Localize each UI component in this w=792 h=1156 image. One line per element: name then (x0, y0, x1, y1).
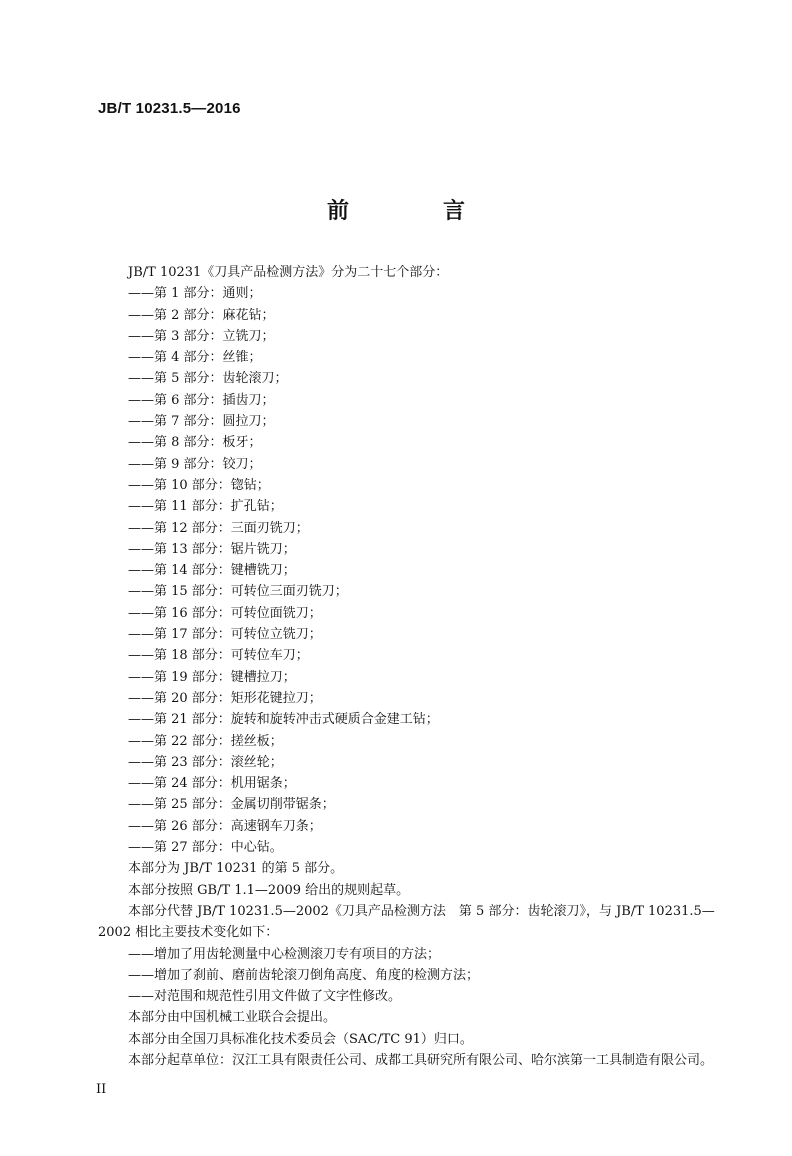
part-item: ——第 4 部分：丝锥； (128, 350, 262, 366)
page-number: II (96, 1082, 107, 1097)
part-item: ——第 17 部分：可转位立铣刀； (128, 627, 322, 643)
part-item: ——第 14 部分：键槽铣刀； (128, 563, 296, 579)
change-item: ——增加了用齿轮测量中心检测滚刀专有项目的方法； (128, 946, 441, 962)
page-title: 前 言 (326, 199, 501, 224)
part-item: ——第 21 部分：旋转和旋转冲击式硬质合金建工钻； (128, 712, 439, 728)
part-item: ——第 1 部分：通则； (128, 286, 262, 302)
committee-statement: 本部分由全国刀具标准化技术委员会（SAC/TC 91）归口。 (128, 1031, 473, 1047)
part-item: ——第 23 部分：滚丝轮； (128, 754, 283, 770)
part-item: ——第 22 部分：搓丝板； (128, 733, 283, 749)
part-item: ——第 15 部分：可转位三面刃铣刀； (128, 584, 348, 600)
part-item: ——第 27 部分：中心钻。 (128, 840, 283, 856)
part-item: ——第 7 部分：圆拉刀； (128, 414, 275, 430)
drafters-statement: 本部分起草单位：汉江工具有限责任公司、成都工具研究所有限公司、哈尔滨第一工具制造有限公司。 (128, 1052, 714, 1068)
part-item: ——第 16 部分：可转位面铣刀； (128, 605, 322, 621)
part-item: ——第 24 部分：机用锯条； (128, 776, 296, 792)
part-item: ——第 10 部分：锪钻； (128, 477, 270, 493)
part-item: ——第 2 部分：麻花钻； (128, 307, 275, 323)
replacement-statement: 本部分代替 JB/T 10231.5—2002《刀具产品检测方法 第 5 部分：齿轮滚刀》，与 JB/T 10231.5—2002 相比主要技术变化如下： (98, 903, 715, 941)
change-item: ——增加了刹前、磨前齿轮滚刀倒角高度、角度的检测方法； (128, 967, 480, 983)
part-item: ——第 13 部分：锯片铣刀； (128, 541, 296, 557)
drafting-rules-statement: 本部分按照 GB/T 1.1—2009 给出的规则起草。 (128, 882, 410, 898)
part-item: ——第 11 部分：扩孔钻； (128, 499, 283, 515)
changes-list (98, 944, 743, 1008)
change-item: ——对范围和规范性引用文件做了文字性修改。 (128, 989, 402, 1005)
part-item: ——第 3 部分：立铣刀； (128, 328, 275, 344)
part-item: ——第 18 部分：可转位车刀； (128, 648, 309, 664)
part-statement: 本部分为 JB/T 10231 的第 5 部分。 (128, 861, 344, 877)
part-item: ——第 9 部分：铰刀； (128, 456, 262, 472)
intro-paragraph: JB/T 10231《刀具产品检测方法》分为二十七个部分： (128, 265, 449, 280)
part-item: ——第 25 部分：金属切削带锯条； (128, 797, 335, 813)
proposer-statement: 本部分由中国机械工业联合会提出。 (128, 1010, 337, 1026)
part-item: ——第 20 部分：矩形花键拉刀； (128, 690, 322, 706)
part-item: ——第 5 部分：齿轮滚刀； (128, 371, 288, 387)
foreword-body (98, 262, 743, 1071)
part-item: ——第 12 部分：三面刃铣刀； (128, 520, 309, 536)
document-id-header: JB/T 10231.5—2016 (98, 100, 241, 117)
part-item: ——第 8 部分：板牙； (128, 435, 262, 451)
part-item: ——第 19 部分：键槽拉刀； (128, 669, 296, 685)
part-item: ——第 6 部分：插齿刀； (128, 392, 275, 408)
parts-list (98, 283, 743, 858)
part-item: ——第 26 部分：高速钢车刀条； (128, 818, 322, 834)
